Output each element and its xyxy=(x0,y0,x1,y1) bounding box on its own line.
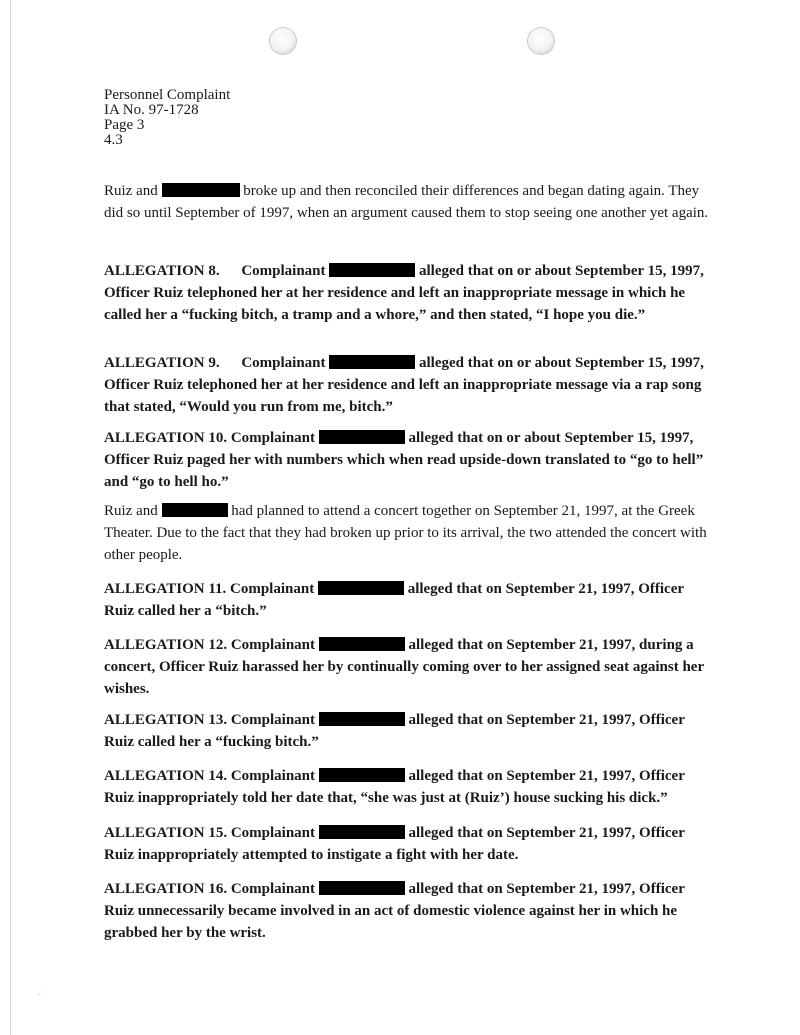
allegation-text: alleged that on or about September 15, 1997, Officer Ruiz telephoned her at her residence and left an inappropriate message via a rap song that stated, “Would you run from me, bitch.” xyxy=(104,355,704,415)
redaction-bar xyxy=(319,637,405,651)
allegation-label: ALLEGATION 8. xyxy=(104,263,220,279)
document-header xyxy=(104,88,230,148)
allegation-text: alleged that on September 21, 1997, Officer Ruiz inappropriately attempted to instigate a fight with her date. xyxy=(104,825,685,863)
redaction-bar xyxy=(319,768,405,782)
punch-hole-left xyxy=(270,28,296,54)
allegation-label: ALLEGATION 12. xyxy=(104,637,228,653)
allegation-label: ALLEGATION 13. xyxy=(104,712,228,728)
narrative-text: Ruiz and xyxy=(104,503,158,519)
header-title: Personnel Complaint xyxy=(104,87,231,103)
narrative-text: Ruiz and xyxy=(104,183,158,199)
redaction-bar xyxy=(319,430,405,444)
redaction-bar xyxy=(162,503,228,517)
allegation-16 xyxy=(104,878,716,944)
complainant-label: Complainant xyxy=(241,263,326,279)
allegation-13 xyxy=(104,709,716,753)
punch-hole-right xyxy=(528,28,554,54)
allegation-11 xyxy=(104,578,716,622)
redaction-bar xyxy=(329,355,415,369)
complainant-label: Complainant xyxy=(230,712,316,728)
complainant-label: Complainant xyxy=(230,637,316,653)
allegation-label: ALLEGATION 10. xyxy=(104,430,228,446)
allegation-15 xyxy=(104,822,716,866)
header-page-number: Page 3 xyxy=(104,117,145,133)
redaction-bar xyxy=(329,263,415,277)
page-edge-line xyxy=(10,0,11,1035)
allegation-label: ALLEGATION 16. xyxy=(104,881,228,897)
narrative-text: had planned to attend a concert together on September 21, 1997, at the Greek Theater. Due to the fact that they had broken up prior to its arrival, the two attended the concert with other people. xyxy=(104,503,707,563)
allegation-12 xyxy=(104,634,716,700)
redaction-bar xyxy=(319,881,405,895)
allegation-9 xyxy=(104,352,716,418)
allegation-text: alleged that on September 21, 1997, Officer Ruiz called her a “fucking bitch.” xyxy=(104,712,685,750)
allegation-10 xyxy=(104,427,716,493)
redaction-bar xyxy=(162,183,240,197)
allegation-14 xyxy=(104,765,716,809)
complainant-label: Complainant xyxy=(241,355,326,371)
allegation-text: alleged that on September 21, 1997, Officer Ruiz called her a “bitch.” xyxy=(104,581,684,619)
header-section: 4.3 xyxy=(104,132,123,148)
allegation-8 xyxy=(104,260,716,326)
allegation-text: alleged that on September 21, 1997, Officer Ruiz inappropriately told her date that, “she was just at (Ruiz’) house sucking his dick.” xyxy=(104,768,685,806)
allegation-text: alleged that on September 21, 1997, Officer Ruiz unnecessarily became involved in an act of domestic violence against her in which he grabbed her by the wrist. xyxy=(104,881,685,941)
allegation-label: ALLEGATION 11. xyxy=(104,581,227,597)
scan-speck: .· xyxy=(38,988,43,997)
complainant-label: Complainant xyxy=(230,825,316,841)
allegation-label: ALLEGATION 9. xyxy=(104,355,220,371)
allegation-label: ALLEGATION 15. xyxy=(104,825,228,841)
narrative-paragraph-breakup xyxy=(104,180,716,224)
redaction-bar xyxy=(318,581,404,595)
allegation-text: alleged that on or about September 15, 1997, Officer Ruiz telephoned her at her residence and left an inappropriate message in which he called her a “fucking bitch, a tramp and a whore,” and then stated, “I hope you die.” xyxy=(104,263,704,323)
narrative-paragraph-concert xyxy=(104,500,716,566)
allegation-label: ALLEGATION 14. xyxy=(104,768,228,784)
complainant-label: Complainant xyxy=(230,881,316,897)
header-ia-number: IA No. 97-1728 xyxy=(104,102,199,118)
complainant-label: Complainant xyxy=(230,581,315,597)
redaction-bar xyxy=(319,825,405,839)
allegation-text: alleged that on September 21, 1997, during a concert, Officer Ruiz harassed her by continually coming over to her assigned seat against her wishes. xyxy=(104,637,704,697)
redaction-bar xyxy=(319,712,405,726)
allegation-text: alleged that on or about September 15, 1997, Officer Ruiz paged her with numbers which when read upside-down translated to “go to hell” and “go to hell ho.” xyxy=(104,430,704,490)
complainant-label: Complainant xyxy=(230,430,316,446)
narrative-text: broke up and then reconciled their differences and began dating again. They did so until September of 1997, when an argument caused them to stop seeing one another yet again. xyxy=(104,183,709,221)
complainant-label: Complainant xyxy=(230,768,316,784)
